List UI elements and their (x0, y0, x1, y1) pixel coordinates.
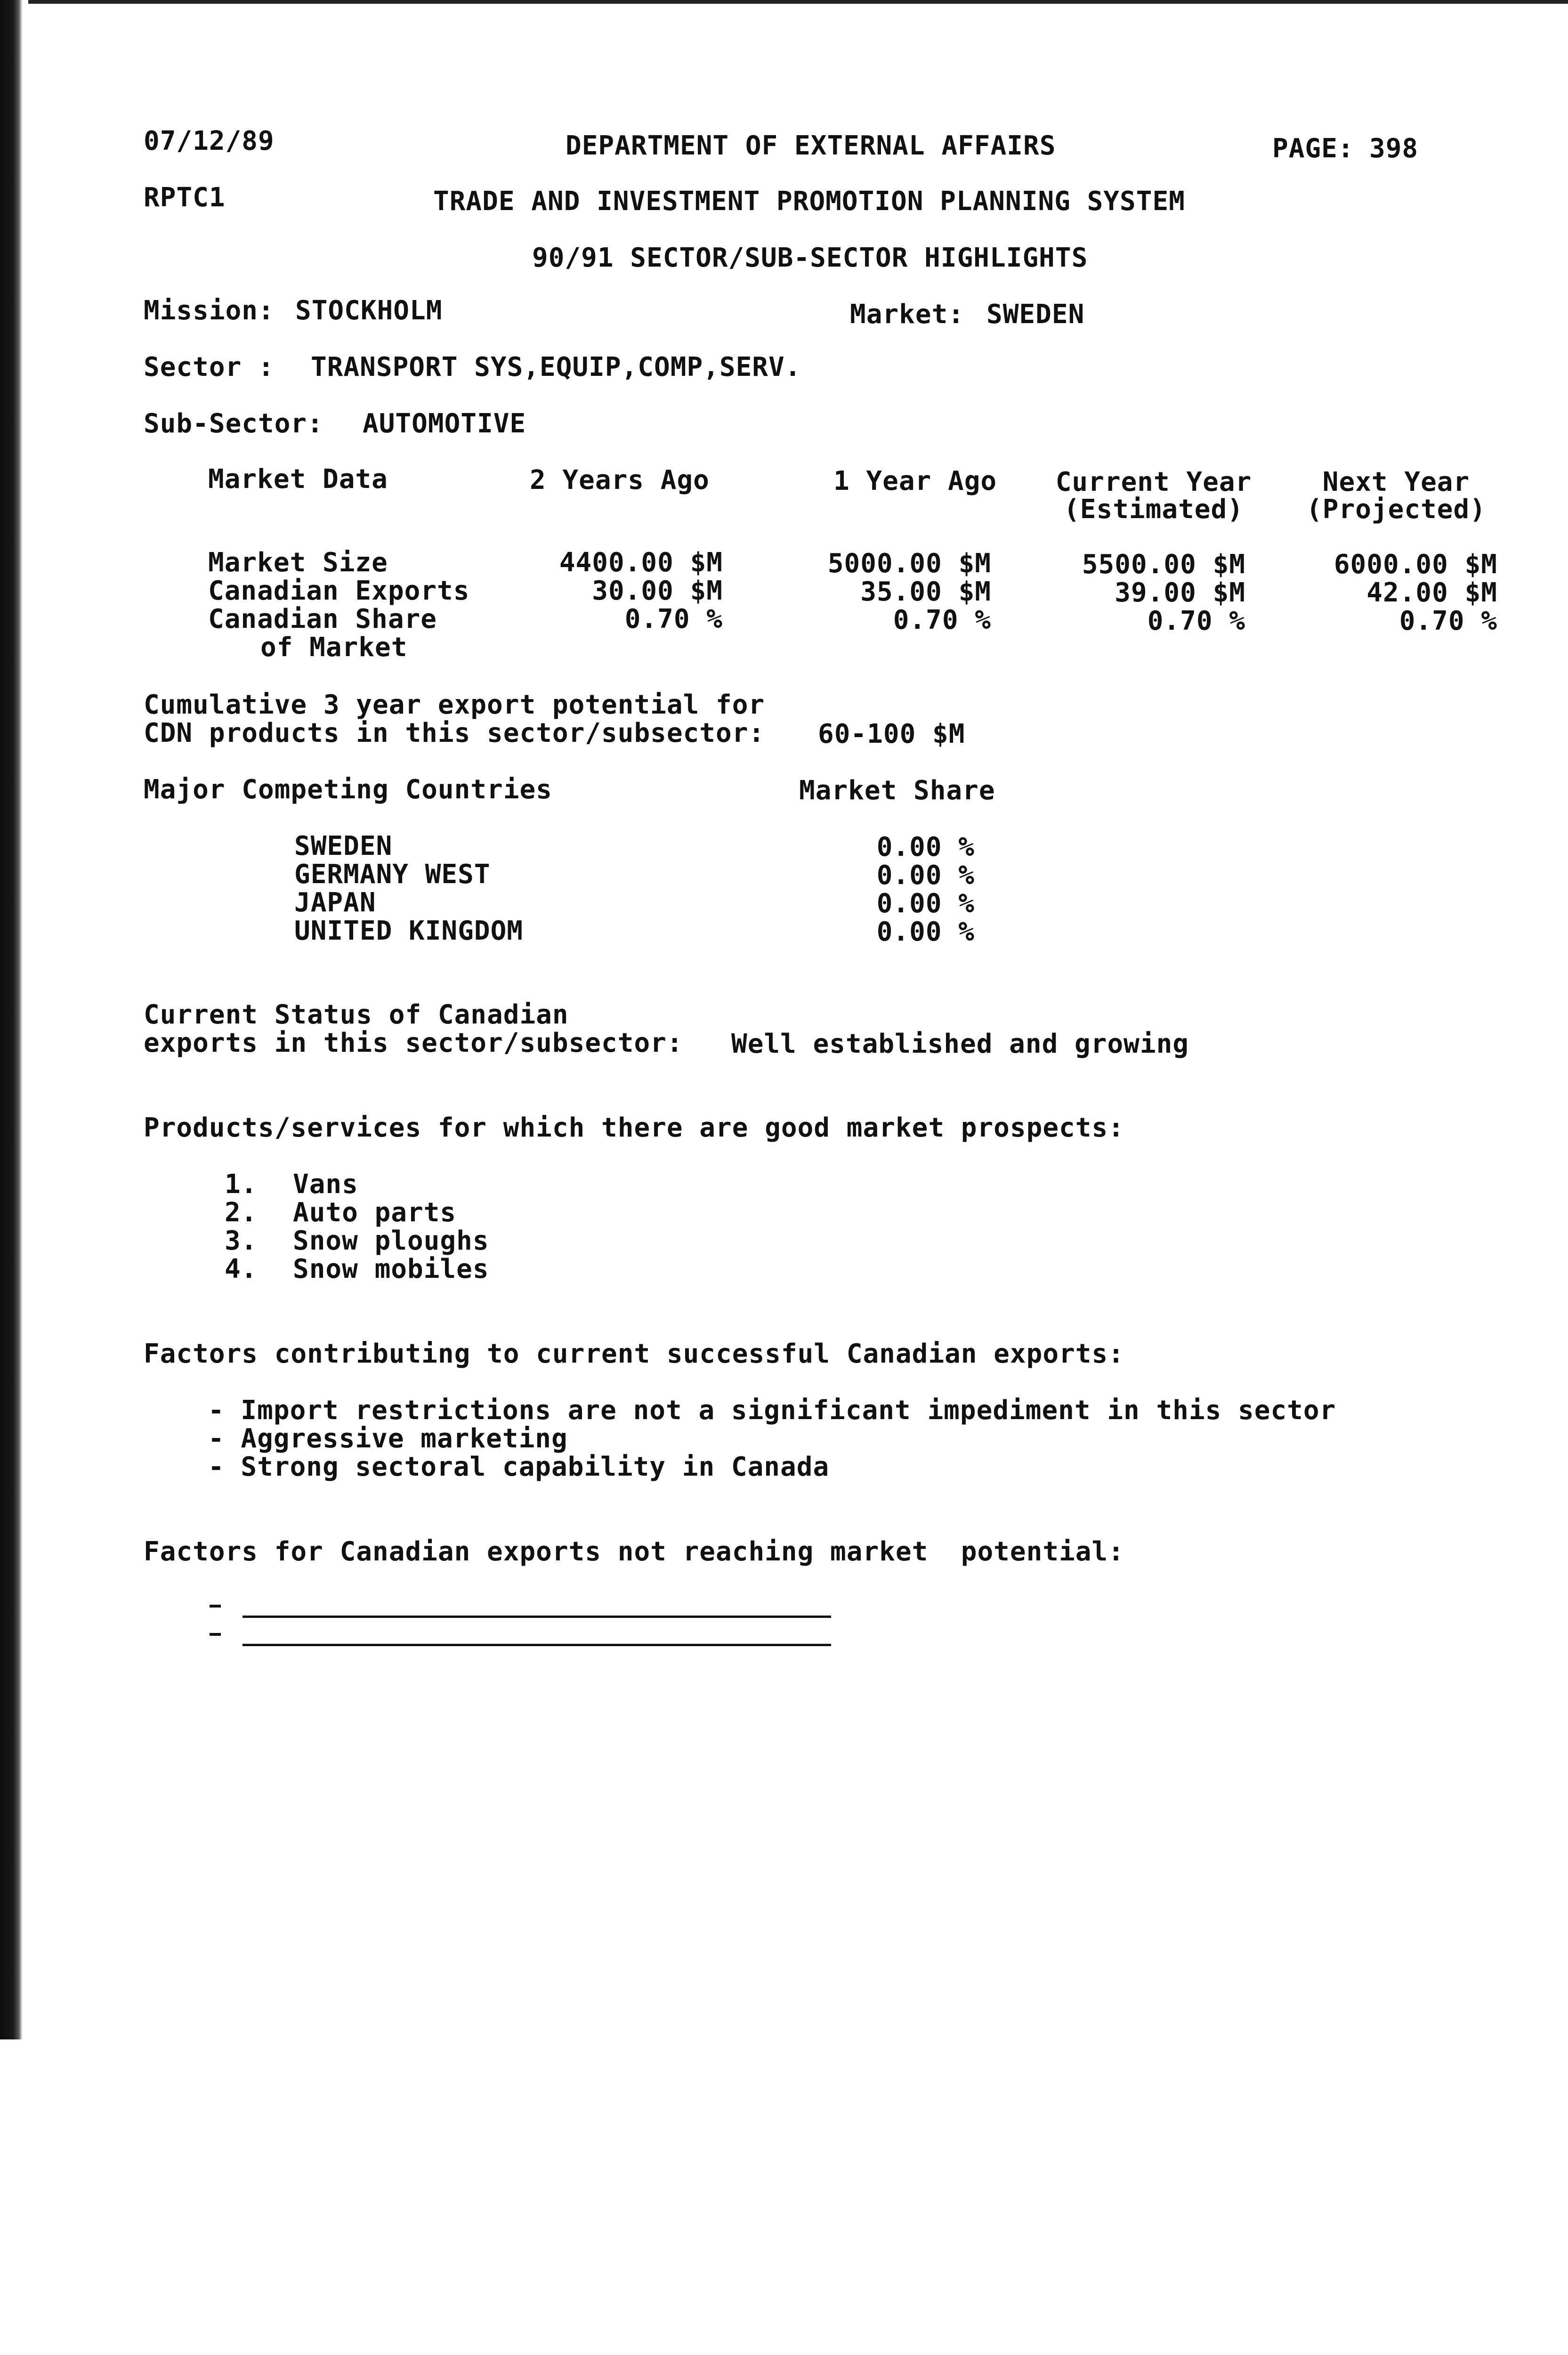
market-value: SWEDEN (986, 299, 1085, 330)
mission-label: Mission: (144, 295, 275, 326)
cell-exports-1y: 35.00 $M (860, 577, 991, 607)
report-date: 07/12/89 (144, 126, 275, 156)
subsector-value: AUTOMOTIVE (363, 408, 526, 439)
cell-exports-next: 42.00 $M (1366, 577, 1497, 608)
scan-top-edge (28, 0, 1568, 4)
competitor-share: 0.00 % (876, 832, 975, 862)
department-title: DEPARTMENT OF EXTERNAL AFFAIRS (566, 130, 1056, 161)
scan-edge (0, 0, 23, 2039)
row-label-canadian-exports: Canadian Exports (208, 576, 470, 606)
subsector-label: Sub-Sector: (144, 408, 323, 439)
sector-label: Sector : (144, 352, 275, 382)
prospect-item: Auto parts (293, 1197, 457, 1228)
col-header-1-year-ago: 1 Year Ago (833, 466, 997, 496)
col-header-2-years-ago: 2 Years Ago (530, 465, 710, 495)
competitor-share: 0.00 % (876, 888, 975, 919)
competitor-share: 0.00 % (876, 860, 975, 891)
cell-exports-2y: 30.00 $M (592, 576, 723, 606)
success-factor-item: - Import restrictions are not a significant impediment in this sector (208, 1395, 1336, 1426)
status-line2: exports in this sector/subsector: (144, 1028, 683, 1058)
prospects-heading: Products/services for which there are good market prospects: (144, 1113, 1124, 1143)
system-title: TRADE AND INVESTMENT PROMOTION PLANNING SYSTEM (433, 186, 1185, 217)
row-label-canadian-share-sub: of Market (260, 632, 408, 663)
document-page (144, 127, 1537, 2355)
competitor-country: GERMANY WEST (294, 859, 491, 890)
cell-market-size-next: 6000.00 $M (1334, 549, 1497, 580)
status-value: Well established and growing (731, 1029, 1189, 1059)
cell-share-cur: 0.70 % (1147, 606, 1245, 636)
row-label-canadian-share: Canadian Share (208, 604, 437, 634)
cell-share-next: 0.70 % (1399, 606, 1497, 636)
status-line1: Current Status of Canadian (144, 999, 569, 1030)
page-number: 398 (1369, 133, 1419, 164)
report-code: RPTC1 (144, 182, 226, 213)
prospect-number: 3. (225, 1226, 258, 1256)
report-title: 90/91 SECTOR/SUB-SECTOR HIGHLIGHTS (532, 243, 1088, 273)
sector-value: TRANSPORT SYS,EQUIP,COMP,SERV. (311, 352, 801, 382)
cumulative-line2: CDN products in this sector/subsector: (144, 718, 765, 748)
cell-exports-cur: 39.00 $M (1115, 577, 1245, 608)
shortfall-factors-heading: Factors for Canadian exports not reaching market potential: (144, 1536, 1124, 1567)
competitor-country: SWEDEN (294, 831, 393, 861)
prospect-number: 1. (225, 1169, 258, 1200)
cell-share-1y: 0.70 % (893, 605, 991, 635)
col-header-current-year-sub: (Estimated) (1064, 494, 1244, 525)
cell-market-size-1y: 5000.00 $M (827, 548, 991, 579)
col-header-next-year: Next Year (1322, 467, 1470, 497)
mission-value: STOCKHOLM (295, 295, 443, 326)
blank-entry-line (242, 1644, 831, 1646)
cell-market-size-2y: 4400.00 $M (559, 547, 723, 578)
success-factor-item: - Strong sectoral capability in Canada (208, 1452, 830, 1482)
success-factors-heading: Factors contributing to current successful Canadian exports: (144, 1339, 1124, 1369)
cumulative-value: 60-100 $M (818, 719, 965, 749)
market-share-header: Market Share (799, 775, 995, 806)
success-factor-item: - Aggressive marketing (208, 1423, 568, 1454)
col-header-next-year-sub: (Projected) (1306, 494, 1486, 525)
blank-entry-dash (210, 1633, 221, 1636)
row-label-market-size: Market Size (208, 547, 388, 578)
cell-market-size-cur: 5500.00 $M (1082, 549, 1245, 580)
col-header-current-year: Current Year (1055, 467, 1252, 497)
prospect-item: Vans (293, 1169, 358, 1200)
market-data-header: Market Data (208, 464, 388, 495)
prospect-item: Snow mobiles (293, 1254, 489, 1284)
prospect-number: 4. (225, 1254, 258, 1284)
cell-share-2y: 0.70 % (624, 604, 723, 634)
competitors-header: Major Competing Countries (144, 774, 552, 805)
blank-entry-line (242, 1616, 831, 1618)
cumulative-line1: Cumulative 3 year export potential for (144, 690, 765, 720)
competitor-country: UNITED KINGDOM (294, 916, 524, 946)
market-label: Market: (850, 299, 965, 330)
blank-entry-dash (210, 1605, 221, 1608)
page-label: PAGE: (1272, 133, 1354, 164)
competitor-share: 0.00 % (876, 917, 975, 947)
prospect-number: 2. (225, 1197, 258, 1228)
competitor-country: JAPAN (294, 887, 376, 918)
prospect-item: Snow ploughs (293, 1226, 489, 1256)
